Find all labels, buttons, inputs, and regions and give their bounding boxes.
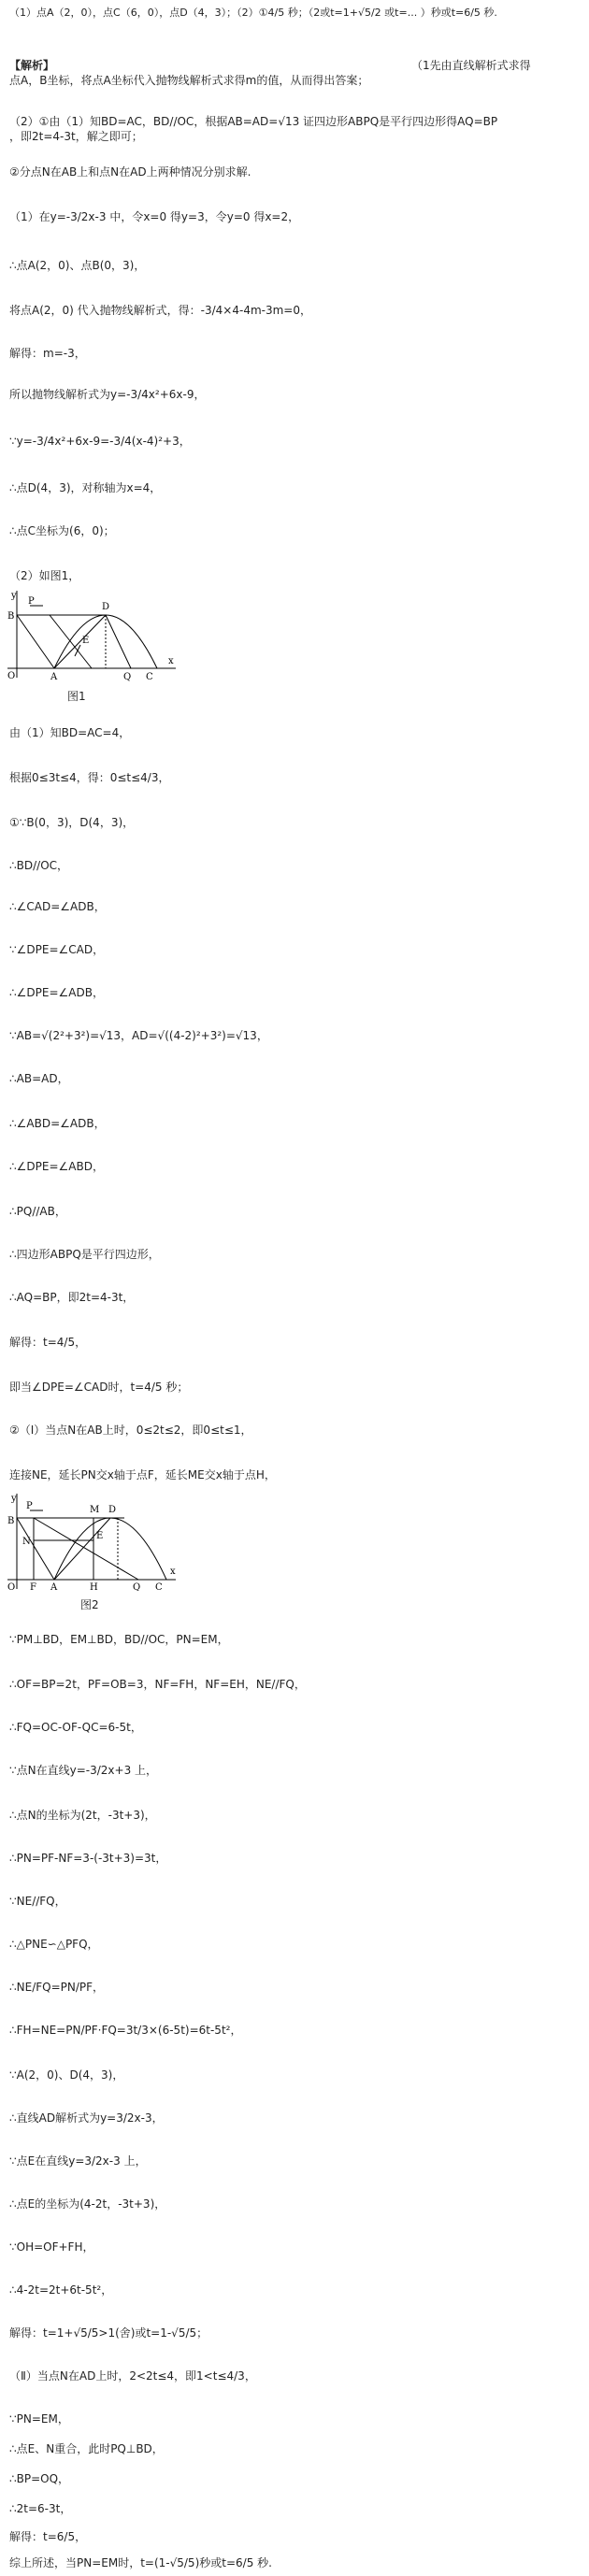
sol-line: 解得：t=1+√5/5>1(舍)或t=1-√5/5；	[9, 2326, 208, 2340]
sol-line: ∴NE/FQ=PN/PF，	[9, 1981, 105, 1994]
fig2-label: H	[90, 1582, 98, 1591]
fig2-label: B	[7, 1516, 15, 1526]
sol-line: ∴BP=OQ，	[9, 2472, 70, 2485]
sol-line: 将点A(2，0) 代入抛物线解析式，得：-3/4×4-4m-3m=0，	[9, 304, 311, 317]
sol-line: 所以抛物线解析式为y=-3/4x²+6x-9，	[9, 388, 206, 401]
sol-line: ∵PN=EM，	[9, 2412, 69, 2426]
fig2-label: O	[7, 1582, 16, 1591]
analysis-line-3: （2）①由（1）知BD=AC，BD//OC，根据AB=AD=√13 证四边形ABPQ是平行四边形得AQ=BP	[9, 115, 498, 128]
fig1-label: y	[11, 591, 17, 601]
fig1-label: O	[7, 671, 16, 681]
figure-2	[7, 1492, 185, 1591]
fig1-label: A	[50, 672, 58, 682]
sol-line: ∴∠DPE=∠ABD，	[9, 1160, 104, 1173]
fig2-label: y	[11, 1494, 17, 1504]
sol-line: ∴点E的坐标为(4-2t，-3t+3)，	[9, 2197, 166, 2211]
sol-line: 由（1）知BD=AC=4，	[9, 726, 131, 739]
sol-line: ∴4-2t=2t+6t-5t²，	[9, 2283, 113, 2297]
sol-line: ∴点C坐标为(6，0)；	[9, 524, 115, 537]
sol-line: ∴OF=BP=2t，PF=OB=3，NF=FH，NF=EH，NE//FQ，	[9, 1678, 306, 1691]
sol-line: ∴FQ=OC-OF-QC=6-5t，	[9, 1721, 142, 1734]
fig1-label: P	[28, 596, 35, 607]
sol-line: ∵PM⊥BD，EM⊥BD，BD//OC，PN=EM，	[9, 1633, 229, 1646]
figure-1	[7, 589, 185, 682]
fig2-label: P	[26, 1501, 33, 1511]
sol-line: 解得：t=4/5，	[9, 1336, 87, 1349]
sol-line: ∵AB=√(2²+3²)=√13，AD=√((4-2)²+3²)=√13，	[9, 1029, 268, 1042]
sol-line: ∴∠CAD=∠ADB，	[9, 900, 106, 913]
analysis-line-4: ，即2t=4-3t，解之即可；	[9, 130, 143, 143]
sol-line: ∴PQ//AB，	[9, 1205, 66, 1218]
sol-line: （2）如图1，	[9, 569, 80, 582]
sol-line: ∴∠ABD=∠ADB，	[9, 1117, 106, 1130]
fig1-label: D	[102, 602, 110, 612]
sol-line: ①∵B(0，3)，D(4，3)，	[9, 816, 135, 829]
fig1-label: B	[7, 611, 15, 622]
sol-line: ②（Ⅰ）当点N在AB上时，0≤2t≤2，即0≤t≤1，	[9, 1424, 252, 1437]
analysis-line-2: 点A，B坐标，将点A坐标代入抛物线解析式求得m的值，从而得出答案；	[9, 74, 369, 87]
sol-line: （1）在y=-3/2x-3 中，令x=0 得y=3，令y=0 得x=2，	[9, 210, 300, 223]
fig2-label: Q	[133, 1582, 141, 1591]
analysis-title: 【解析】	[9, 59, 55, 72]
sol-line: 根据0≤3t≤4，得：0≤t≤4/3，	[9, 771, 170, 784]
sol-line: ∴△PNE∽△PFQ，	[9, 1938, 99, 1951]
figure-2-caption: 图2	[80, 1598, 99, 1611]
sol-line: 解得：t=6/5，	[9, 2530, 87, 2543]
fig2-label: C	[155, 1582, 163, 1591]
sol-line: ∵点E在直线y=3/2x-3 上，	[9, 2154, 147, 2168]
sol-line: ∴点A(2，0)、点B(0，3)，	[9, 259, 146, 272]
sol-line: ∴AB=AD，	[9, 1072, 69, 1085]
sol-line: ∵y=-3/4x²+6x-9=-3/4(x-4)²+3，	[9, 435, 191, 448]
sol-line: ∴2t=6-3t，	[9, 2502, 72, 2515]
fig1-label: E	[82, 636, 90, 646]
fig2-label: D	[108, 1505, 117, 1515]
sol-line: ∴FH=NE=PN/PF·FQ=3t/3×(6-5t)=6t-5t²，	[9, 2024, 242, 2037]
fig2-label: F	[30, 1582, 36, 1591]
sol-line: ∴点E、N重合，此时PQ⊥BD，	[9, 2442, 164, 2455]
sol-line: 即当∠DPE=∠CAD时，t=4/5 秒；	[9, 1381, 189, 1394]
sol-line: ∴PN=PF-NF=3-(-3t+3)=3t，	[9, 1852, 167, 1865]
sol-line: ∴BD//OC，	[9, 859, 69, 872]
analysis-right: （1先由直线解析式求得	[411, 59, 531, 72]
sol-line: ∴四边形ABPQ是平行四边形，	[9, 1248, 160, 1261]
sol-line: ∵OH=OF+FH，	[9, 2240, 94, 2254]
sol-line: ∴∠DPE=∠ADB，	[9, 986, 104, 999]
sol-line: ∴点N的坐标为(2t，-3t+3)，	[9, 1809, 156, 1822]
sol-line: ∵A(2，0)、D(4，3)，	[9, 2068, 124, 2082]
analysis-line-5: ②分点N在AB上和点N在AD上两种情况分别求解.	[9, 165, 251, 179]
fig2-label: E	[96, 1531, 104, 1541]
sol-line: ∴点D(4，3)，对称轴为x=4，	[9, 481, 162, 494]
fig2-label: x	[170, 1567, 176, 1577]
sol-line: ∵点N在直线y=-3/2x+3 上，	[9, 1764, 158, 1777]
fig2-label: M	[90, 1505, 100, 1515]
sol-line: ∵NE//FQ，	[9, 1895, 66, 1908]
answer-line: （1）点A（2，0），点C（6，0），点D（4，3）；（2）①4/5 秒；（2或t=1+√5/2 或t=... ）秒或t=6/5 秒.	[9, 7, 497, 19]
fig1-label: Q	[123, 672, 132, 682]
fig2-label: N	[22, 1537, 31, 1547]
sol-line: ∵∠DPE=∠CAD，	[9, 943, 105, 956]
sol-line: （Ⅱ）当点N在AD上时，2<2t≤4，即1<t≤4/3，	[9, 2369, 256, 2383]
figure-1-caption: 图1	[67, 690, 86, 703]
sol-line: ∴AQ=BP，即2t=4-3t，	[9, 1291, 135, 1304]
fig2-label: A	[50, 1582, 58, 1591]
fig1-label: C	[146, 672, 153, 682]
sol-line: 综上所述，当PN=EM时，t=(1-√5/5)秒或t=6/5 秒.	[9, 2556, 272, 2569]
sol-line: 连接NE，延长PN交x轴于点F，延长ME交x轴于点H，	[9, 1468, 276, 1481]
fig1-label: x	[168, 656, 174, 666]
sol-line: ∴直线AD解析式为y=3/2x-3，	[9, 2111, 164, 2125]
sol-line: 解得：m=-3，	[9, 347, 86, 360]
